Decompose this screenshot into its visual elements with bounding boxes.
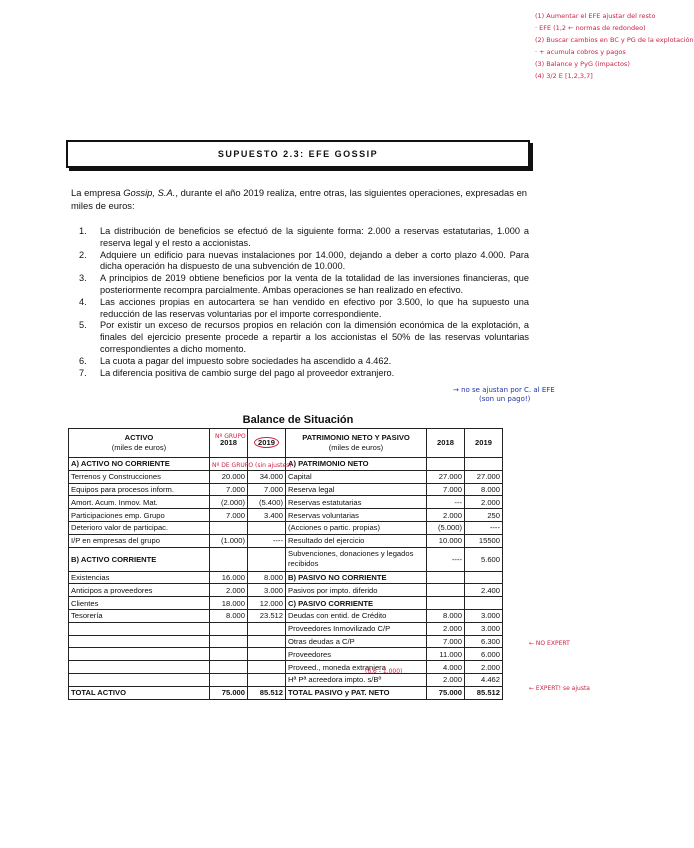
- activo-2019-cell: [248, 635, 286, 648]
- table-row: [69, 534, 503, 547]
- activo-label-cell: Terrenos y Construcciones: [69, 470, 210, 483]
- pasivo-2019-cell: 2.400: [465, 584, 503, 597]
- pasivo-2018-cell: ----: [427, 547, 465, 571]
- note-2: · EFE (1,2 ← normas de redondeo): [535, 24, 646, 32]
- activo-label-cell: A) ACTIVO NO CORRIENTE: [69, 458, 210, 471]
- pasivo-label-cell: Reservas estatutarias: [286, 496, 427, 509]
- op-number: 7.: [79, 367, 87, 378]
- operation-item: [79, 226, 529, 250]
- pasivo-2018-cell: 27.000: [427, 470, 465, 483]
- pasivo-2018-cell: [427, 458, 465, 471]
- activo-label-cell: [69, 635, 210, 648]
- operation-item: [79, 273, 529, 297]
- operation-item: [79, 356, 529, 368]
- activo-label-cell: Anticipos a proveedores: [69, 584, 210, 597]
- table-row: [69, 584, 503, 597]
- activo-label-cell: Clientes: [69, 597, 210, 610]
- table-row: [69, 686, 503, 699]
- activo-label-cell: Equipos para procesos inform.: [69, 483, 210, 496]
- year-2018-header: 2018: [210, 429, 248, 458]
- table-row: [69, 496, 503, 509]
- op-text: A principios de 2019 obtiene beneficios por la venta de la totalidad de las inversiones financieras, que posteriormente recompra parcialmente. Ambas operaciones se han realizado en efectivo.: [100, 273, 529, 295]
- activo-2019-cell: 34.000: [248, 470, 286, 483]
- activo-label-cell: Deterioro valor de participac.: [69, 521, 210, 534]
- pasivo-label-cell: Pasivos por impto. diferido: [286, 584, 427, 597]
- operation-item: [79, 320, 529, 355]
- pasivo-2018-cell: [427, 571, 465, 584]
- table-row: [69, 483, 503, 496]
- operation-item: [79, 297, 529, 321]
- pasivo-2018-cell: 2.000: [427, 509, 465, 522]
- activo-label-cell: Tesorería: [69, 609, 210, 622]
- table-row: [69, 470, 503, 483]
- proveedores-annotation: ← EXPERT! se ajusta: [529, 685, 590, 692]
- activo-label-cell: B) ACTIVO CORRIENTE: [69, 547, 210, 571]
- activo-2018-cell: [210, 673, 248, 686]
- note-3: (2) Buscar cambios en BC y PG de la explotación: [535, 36, 694, 44]
- blue-note-line2: (son un pago!): [479, 395, 531, 403]
- pasivo-label-cell: Hª Pª acreedora impto. s/Bº: [286, 673, 427, 686]
- table-row: [69, 509, 503, 522]
- pasivo-2018-cell: 8.000: [427, 609, 465, 622]
- activo-2019-cell: 3.400: [248, 509, 286, 522]
- table-row: [69, 521, 503, 534]
- pasivo-2019-cell: [465, 458, 503, 471]
- activo-2018-cell: [210, 622, 248, 635]
- table-row: [69, 673, 503, 686]
- op-number: 3.: [79, 273, 87, 284]
- activo-2018-cell: 18.000: [210, 597, 248, 610]
- head-annotation: Nº GRUPO: [215, 433, 246, 440]
- activo-header: ACTIVO (miles de euros): [69, 429, 210, 458]
- activo-2019-cell: [248, 622, 286, 635]
- pasivo-2019-cell: 8.000: [465, 483, 503, 496]
- note-1: (1) Aumentar el EFE ajustar del resto: [535, 12, 656, 20]
- note-6: (4) 3/2 E [1,2,3,7]: [535, 72, 593, 80]
- table-row: [69, 622, 503, 635]
- activo-2018-cell: [210, 547, 248, 571]
- table-row: [69, 571, 503, 584]
- pasivo-2019-cell: 4.462: [465, 673, 503, 686]
- pasivo-2019-cell: 2.000: [465, 496, 503, 509]
- pasivo-label-cell: B) PASIVO NO CORRIENTE: [286, 571, 427, 584]
- pasivo-label-cell: Subvenciones, donaciones y legados recibidos: [286, 547, 427, 571]
- activo-label-cell: Participaciones emp. Grupo: [69, 509, 210, 522]
- activo-2019-cell: [248, 521, 286, 534]
- activo-2019-cell: 12.000: [248, 597, 286, 610]
- pasivo-label-cell: (Acciones o partic. propias): [286, 521, 427, 534]
- pasivo-2018-cell: (5.000): [427, 521, 465, 534]
- activo-2018-cell: (1.000): [210, 534, 248, 547]
- pasivo-2019-cell: 15500: [465, 534, 503, 547]
- pasivo-label-cell: Proveedores Inmovilizado C/P: [286, 622, 427, 635]
- activo-2018-cell: 2.000: [210, 584, 248, 597]
- efectivo-annotation: ← NO EXPERT: [529, 640, 570, 647]
- activo-2018-cell: 7.000: [210, 483, 248, 496]
- pasivo-2019-cell: 27.000: [465, 470, 503, 483]
- activo-2019-cell: 85.512: [248, 686, 286, 699]
- pasivo-label-cell: TOTAL PASIVO y PAT. NETO: [286, 686, 427, 699]
- table-row: [69, 661, 503, 674]
- pasivo-label-cell: Reservas voluntarias: [286, 509, 427, 522]
- pasivo-2019-cell: 3.000: [465, 622, 503, 635]
- op-number: 5.: [79, 320, 87, 331]
- year-2018-header: 2018: [427, 429, 465, 458]
- pasivo-2019-cell: 2.000: [465, 661, 503, 674]
- intro-paragraph: [71, 186, 527, 212]
- table-row: [69, 547, 503, 571]
- pasivo-2019-cell: 85.512: [465, 686, 503, 699]
- table-row: [69, 609, 503, 622]
- activo-2019-cell: 7.000: [248, 483, 286, 496]
- activo-2019-cell: (5.400): [248, 496, 286, 509]
- margin-notes: [535, 12, 694, 84]
- activo-2018-cell: [210, 521, 248, 534]
- activo-2019-cell: 3.000: [248, 584, 286, 597]
- activo-2018-cell: [210, 661, 248, 674]
- op-number: 4.: [79, 296, 87, 307]
- pasivo-2019-cell: ----: [465, 521, 503, 534]
- pasivo-label-cell: Reserva legal: [286, 483, 427, 496]
- activo-2019-cell: [248, 648, 286, 661]
- operation-item: [79, 368, 529, 380]
- activo-2019-cell: [248, 547, 286, 571]
- pasivo-2019-cell: 5.600: [465, 547, 503, 571]
- op-number: 1.: [79, 226, 87, 236]
- op-text: Adquiere un edificio para nuevas instalaciones por 14.000, dejando a deber a corto plazo 4.000. Para dicha operación ha dispuesto de una subvención de 10.000.: [100, 249, 529, 272]
- pasivo-label-cell: Capital: [286, 470, 427, 483]
- pasivo-2019-cell: 3.000: [465, 609, 503, 622]
- table-row: [69, 648, 503, 661]
- pasivo-label-cell: C) PASIVO CORRIENTE: [286, 597, 427, 610]
- pasivo-label-cell: Otras deudas a C/P: [286, 635, 427, 648]
- pasivo-2018-cell: [427, 584, 465, 597]
- pasivo-header: PATRIMONIO NETO Y PASIVO (miles de euros): [286, 429, 427, 458]
- pasivo-2018-cell: 10.000: [427, 534, 465, 547]
- exercise-title: [66, 140, 530, 168]
- activo-2019-cell: 23.512: [248, 609, 286, 622]
- pasivo-2018-cell: 75.000: [427, 686, 465, 699]
- activo-2018-cell: [210, 648, 248, 661]
- pasivo-2018-cell: ---: [427, 496, 465, 509]
- pasivo-label-cell: Deudas con entid. de Crédito: [286, 609, 427, 622]
- op-text: La diferencia positiva de cambio surge del pago al proveedor extranjero.: [100, 367, 395, 378]
- activo-label-cell: I/P en empresas del grupo: [69, 534, 210, 547]
- pasivo-2018-cell: 2.000: [427, 622, 465, 635]
- balance-title: Balance de Situación: [242, 414, 354, 426]
- pasivo-label-cell: Resultado del ejercicio: [286, 534, 427, 547]
- activo-2018-cell: 7.000: [210, 509, 248, 522]
- activo-2019-cell: [248, 661, 286, 674]
- activo-2018-cell: 75.000: [210, 686, 248, 699]
- activo-label-cell: [69, 661, 210, 674]
- pasivo-label-cell: Proveedores: [286, 648, 427, 661]
- table-row: [69, 597, 503, 610]
- note-4: · + acumula cobros y pagos: [535, 48, 626, 56]
- activo-label-cell: TOTAL ACTIVO: [69, 686, 210, 699]
- pasivo-label-cell: A) PATRIMONIO NETO: [286, 458, 427, 471]
- activo-2018-cell: 20.000: [210, 470, 248, 483]
- company-name: Gossip, S.A.: [123, 187, 176, 198]
- table-header-row: [69, 429, 503, 458]
- activo-2018-cell: 16.000: [210, 571, 248, 584]
- pasivo-2019-cell: [465, 571, 503, 584]
- note-5: (3) Balance y PyG (impactos): [535, 60, 630, 68]
- table-body: [69, 458, 503, 700]
- year-2019-header: 2019: [465, 429, 503, 458]
- pasivo-2018-cell: 7.000: [427, 483, 465, 496]
- intro-prefix: La empresa: [71, 187, 124, 198]
- pasivo-label-cell: Proveed., moneda extranjera: [286, 661, 427, 674]
- grupo-annotation: Nº DE GRUPO (sin ajustes): [212, 462, 292, 469]
- activo-label-cell: [69, 673, 210, 686]
- pasivo-2019-cell: 6.300: [465, 635, 503, 648]
- activo-2018-cell: [210, 635, 248, 648]
- pasivo-2018-cell: 7.000: [427, 635, 465, 648]
- pasivo-2018-cell: 11.000: [427, 648, 465, 661]
- operation-item: [79, 250, 529, 274]
- handwritten-blue-note: [453, 386, 555, 404]
- op-number: 2.: [79, 249, 87, 260]
- op-text: La distribución de beneficios se efectuó de la siguiente forma: 2.000 a reservas estatutarias, 1.000 a reserva legal y el resto a accionistas.: [100, 226, 529, 248]
- activo-2019-cell: [248, 673, 286, 686]
- activo-2018-cell: 8.000: [210, 609, 248, 622]
- title-text: SUPUESTO 2.3: EFE GOSSIP: [217, 149, 379, 159]
- pasivo-2019-cell: [465, 597, 503, 610]
- op-text: Por existir un exceso de recursos propios en relación con la dimensión económica de la explotación, a finales del ejercicio presente procede a repartir a los accionistas el 50% de las reservas voluntarias correspondientes a dicho momento.: [100, 320, 529, 354]
- op-number: 6.: [79, 355, 87, 366]
- activo-label-cell: [69, 648, 210, 661]
- op-text: Las acciones propias en autocartera se han vendido en efectivo por 3.500, lo que ha supuesto una reducción de las reservas voluntarias por el importe correspondiente.: [100, 296, 529, 319]
- pasivo-2019-cell: 6.000: [465, 648, 503, 661]
- otras-deudas-annotation: (6.5 - 1.000): [365, 668, 403, 675]
- activo-2019-cell: 8.000: [248, 571, 286, 584]
- pasivo-2018-cell: 2.000: [427, 673, 465, 686]
- blue-note-line1: → no se ajustan por C. al EFE: [453, 386, 555, 394]
- pasivo-2019-cell: 250: [465, 509, 503, 522]
- operations-list: [79, 226, 529, 379]
- table-row: [69, 635, 503, 648]
- intro-text: , durante el año 2019 realiza, entre otras, las siguientes operaciones, expresadas en miles de euros:: [71, 187, 527, 211]
- op-text: La cuota a pagar del impuesto sobre sociedades ha ascendido a 4.462.: [100, 355, 392, 366]
- activo-label-cell: Amort. Acum. Inmov. Mat.: [69, 496, 210, 509]
- pasivo-2018-cell: 4.000: [427, 661, 465, 674]
- pasivo-2018-cell: [427, 597, 465, 610]
- activo-label-cell: [69, 622, 210, 635]
- activo-2018-cell: (2.000): [210, 496, 248, 509]
- activo-label-cell: Existencias: [69, 571, 210, 584]
- year-2019-header: 2019: [248, 429, 286, 458]
- activo-2019-cell: ----: [248, 534, 286, 547]
